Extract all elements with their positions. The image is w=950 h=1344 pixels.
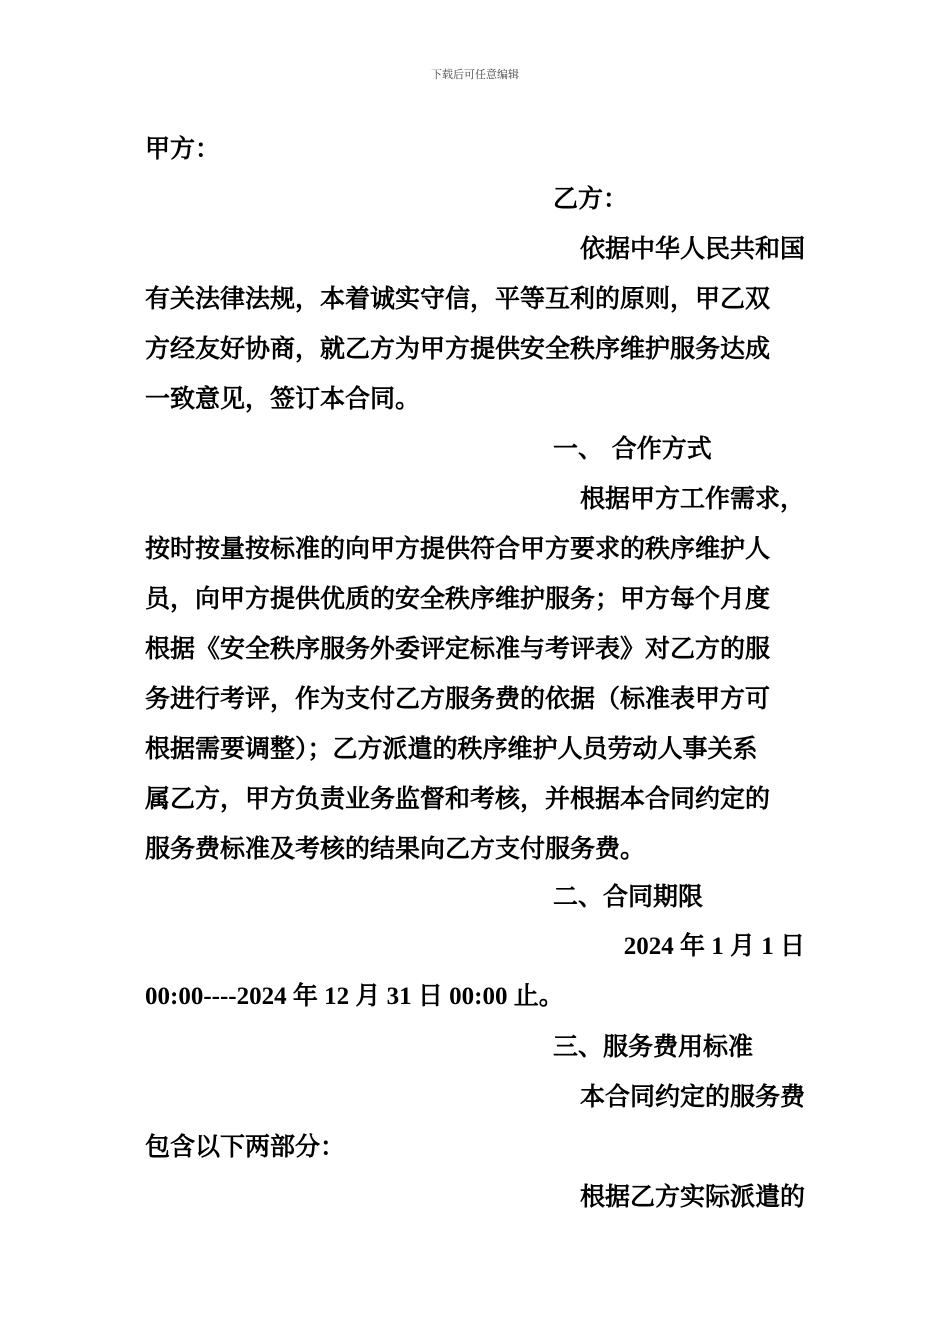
section-1-line: 属乙方，甲方负责业务监督和考核，并根据本合同约定的 [145, 784, 771, 813]
section-1-line: 按时按量按标准的向甲方提供符合甲方要求的秩序维护人 [145, 534, 771, 563]
page-header: 下载后可任意编辑 [431, 68, 519, 81]
section-1-line: 服务费标准及考核的结果向乙方支付服务费。 [145, 834, 646, 863]
intro-line: 有关法律法规，本着诚实守信，平等互利的原则，甲乙双 [145, 284, 771, 313]
intro-line: 一致意见，签订本合同。 [145, 384, 421, 413]
section-3-line: 包含以下两部分： [145, 1132, 346, 1161]
intro-line: 依据中华人民共和国 [579, 234, 805, 263]
section-1-title: 一、 合作方式 [553, 434, 712, 463]
section-3-title: 三、服务费用标准 [553, 1032, 754, 1061]
section-3-line: 根据乙方实际派遣的 [579, 1182, 805, 1211]
section-1-line: 根据《安全秩序服务外委评定标准与考评表》对乙方的服 [145, 634, 771, 663]
party-b-label: 乙方： [553, 184, 629, 213]
section-1-line: 员，向甲方提供优质的安全秩序维护服务；甲方每个月度 [145, 584, 771, 613]
intro-line: 方经友好协商，就乙方为甲方提供安全秩序维护服务达成 [145, 334, 771, 363]
section-1-line: 根据甲方工作需求， [579, 484, 805, 513]
section-1-line: 根据需要调整）；乙方派遣的秩序维护人员劳动人事关系 [145, 734, 758, 763]
section-1-line: 务进行考评，作为支付乙方服务费的依据（标准表甲方可 [145, 684, 771, 713]
contract-start-date: 2024 年 1 月 1 日 [623, 933, 805, 960]
section-2-title: 二、合同期限 [553, 882, 704, 911]
contract-end-date: 00:00----2024 年 12 月 31 日 00:00 止。 [145, 983, 564, 1010]
party-a-label: 甲方： [145, 134, 221, 163]
section-3-line: 本合同约定的服务费 [579, 1082, 805, 1111]
